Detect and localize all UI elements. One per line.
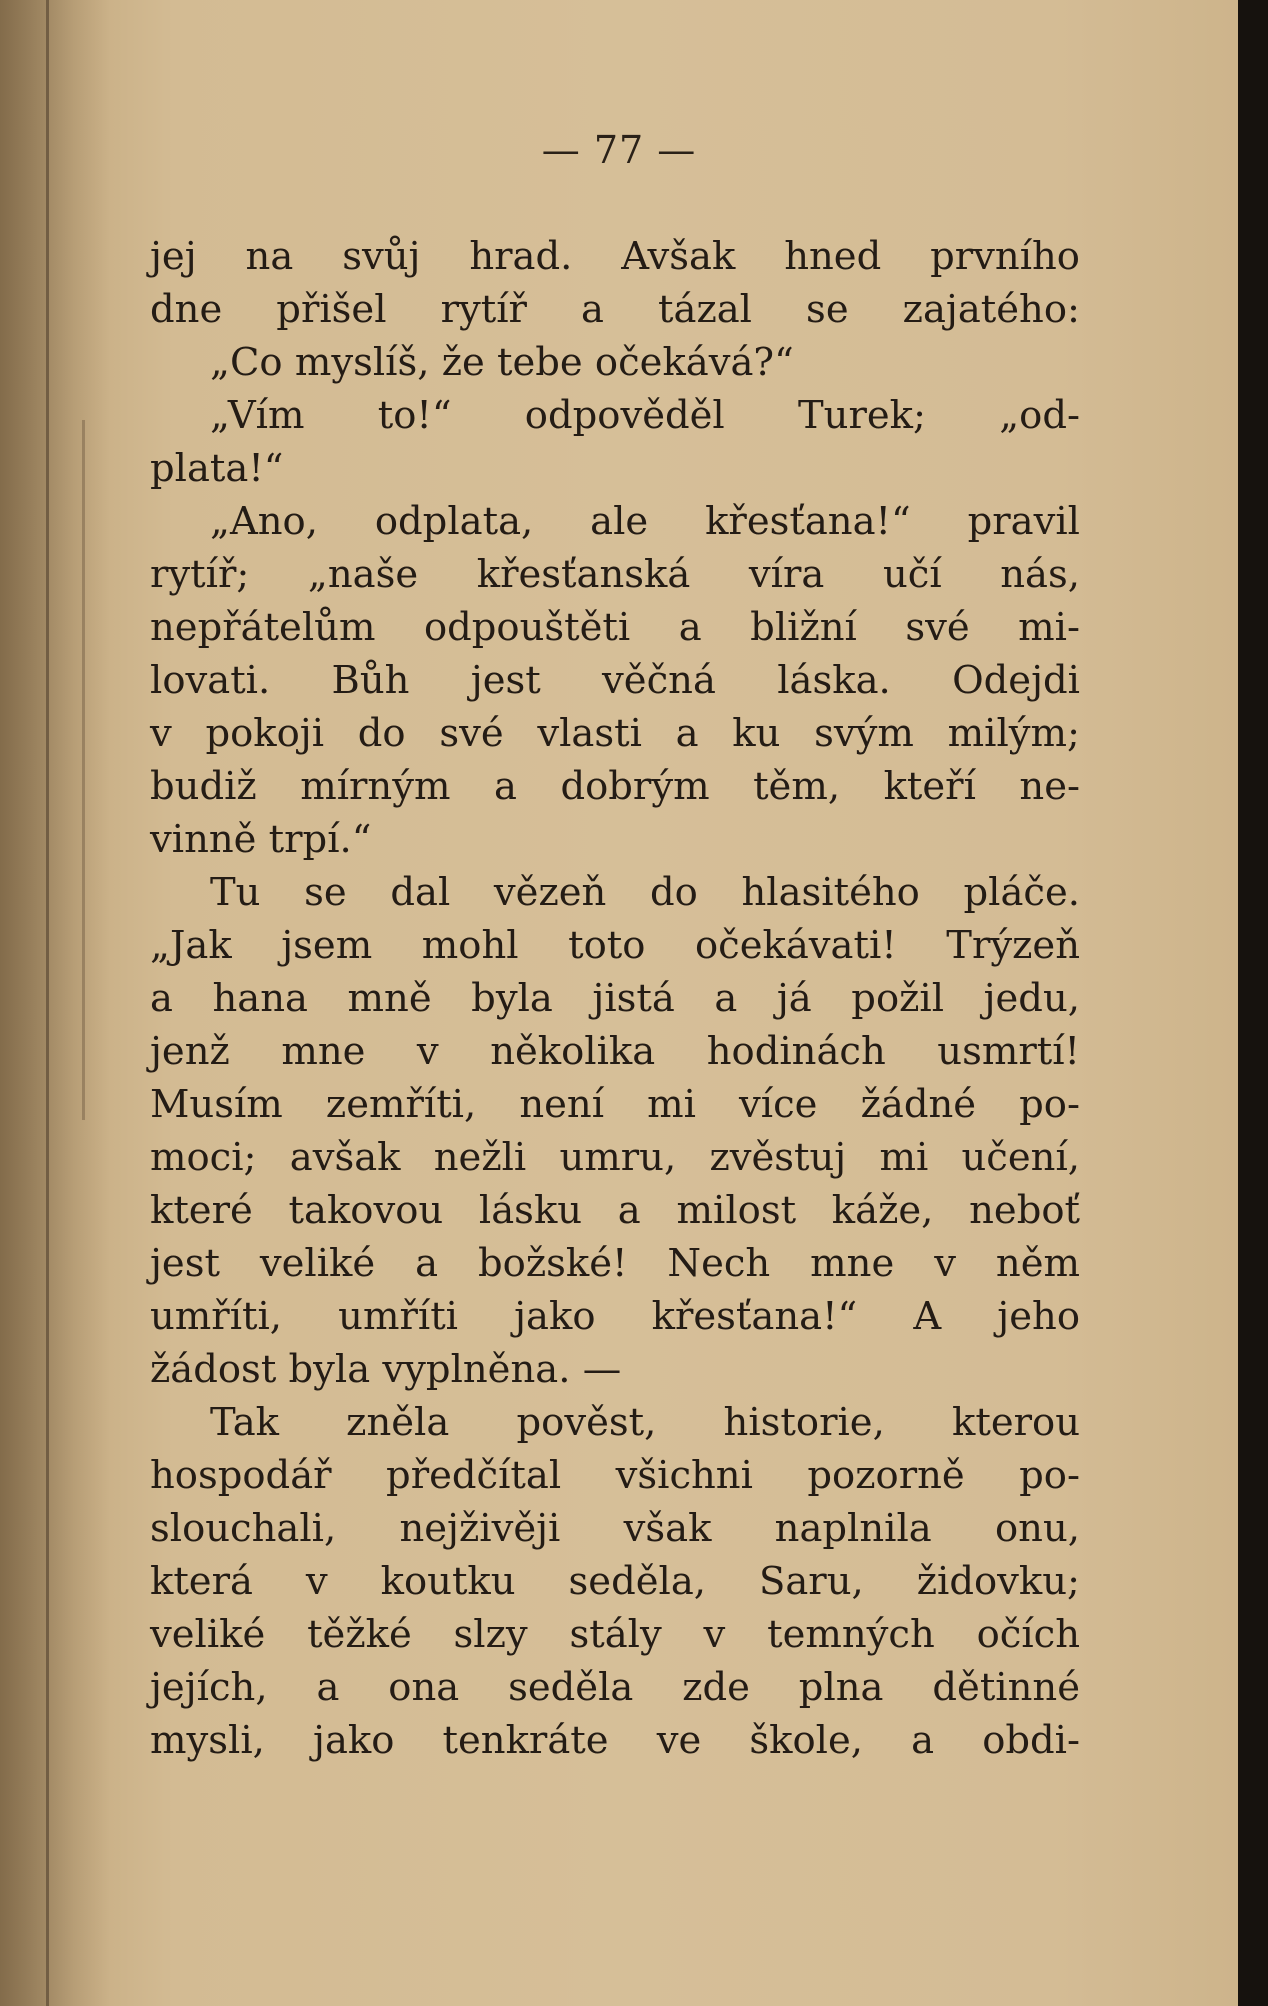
text-line: žádost byla vyplněna. — (150, 1347, 622, 1392)
text-line: v pokoji do své vlasti a ku svým milým; (150, 711, 1080, 756)
text-line: Tak zněla pověst, historie, kterou (210, 1400, 1080, 1445)
text-line: umříti, umříti jako křesťana!“ A jeho (150, 1294, 1080, 1339)
text-line: jenž mne v několika hodinách usmrtí! (150, 1029, 1080, 1074)
text-line: lovati. Bůh jest věčná láska. Odejdi (150, 658, 1080, 703)
text-line: slouchali, nejživěji však naplnila onu, (150, 1506, 1080, 1551)
text-line: plata!“ (150, 446, 284, 491)
text-line: „Vím to!“ odpověděl Turek; „od- (210, 393, 1080, 438)
text-line: jej na svůj hrad. Avšak hned prvního (150, 234, 1080, 279)
dark-background-edge (1238, 0, 1268, 2006)
text-line: „Co myslíš, že tebe očekává?“ (210, 340, 794, 385)
text-line: veliké těžké slzy stály v temných očích (150, 1612, 1080, 1657)
text-line: jejích, a ona seděla zde plna dětinné (150, 1665, 1080, 1710)
text-line: „Jak jsem mohl toto očekávati! Trýzeň (150, 923, 1080, 968)
text-line: Musím zemříti, není mi více žádné po- (150, 1082, 1080, 1127)
binding-shadow (82, 420, 85, 1120)
text-line: vinně trpí.“ (150, 817, 372, 862)
text-line: hospodář předčítal všichni pozorně po- (150, 1453, 1080, 1498)
binding-edge (46, 0, 49, 2006)
page-number: — 77 — (541, 128, 697, 172)
text-line: rytíř; „naše křesťanská víra učí nás, (150, 552, 1080, 597)
text-line: mysli, jako tenkráte ve škole, a obdi- (150, 1718, 1080, 1763)
text-line: která v koutku seděla, Saru, židovku; (150, 1559, 1080, 1604)
text-line: moci; avšak nežli umru, zvěstuj mi učení, (150, 1135, 1080, 1180)
text-line: budiž mírným a dobrým těm, kteří ne- (150, 764, 1080, 809)
text-line: nepřátelům odpouštěti a bližní své mi- (150, 605, 1080, 650)
text-line: Tu se dal vězeň do hlasitého pláče. (210, 870, 1080, 915)
text-line: a hana mně byla jistá a já požil jedu, (150, 976, 1080, 1021)
body-text (150, 230, 1080, 1767)
text-line: dne přišel rytíř a tázal se zajatého: (150, 287, 1080, 332)
text-line: „Ano, odplata, ale křesťana!“ pravil (210, 499, 1080, 544)
text-line: jest veliké a božské! Nech mne v něm (150, 1241, 1080, 1286)
text-line: které takovou lásku a milost káže, neboť (150, 1188, 1080, 1233)
